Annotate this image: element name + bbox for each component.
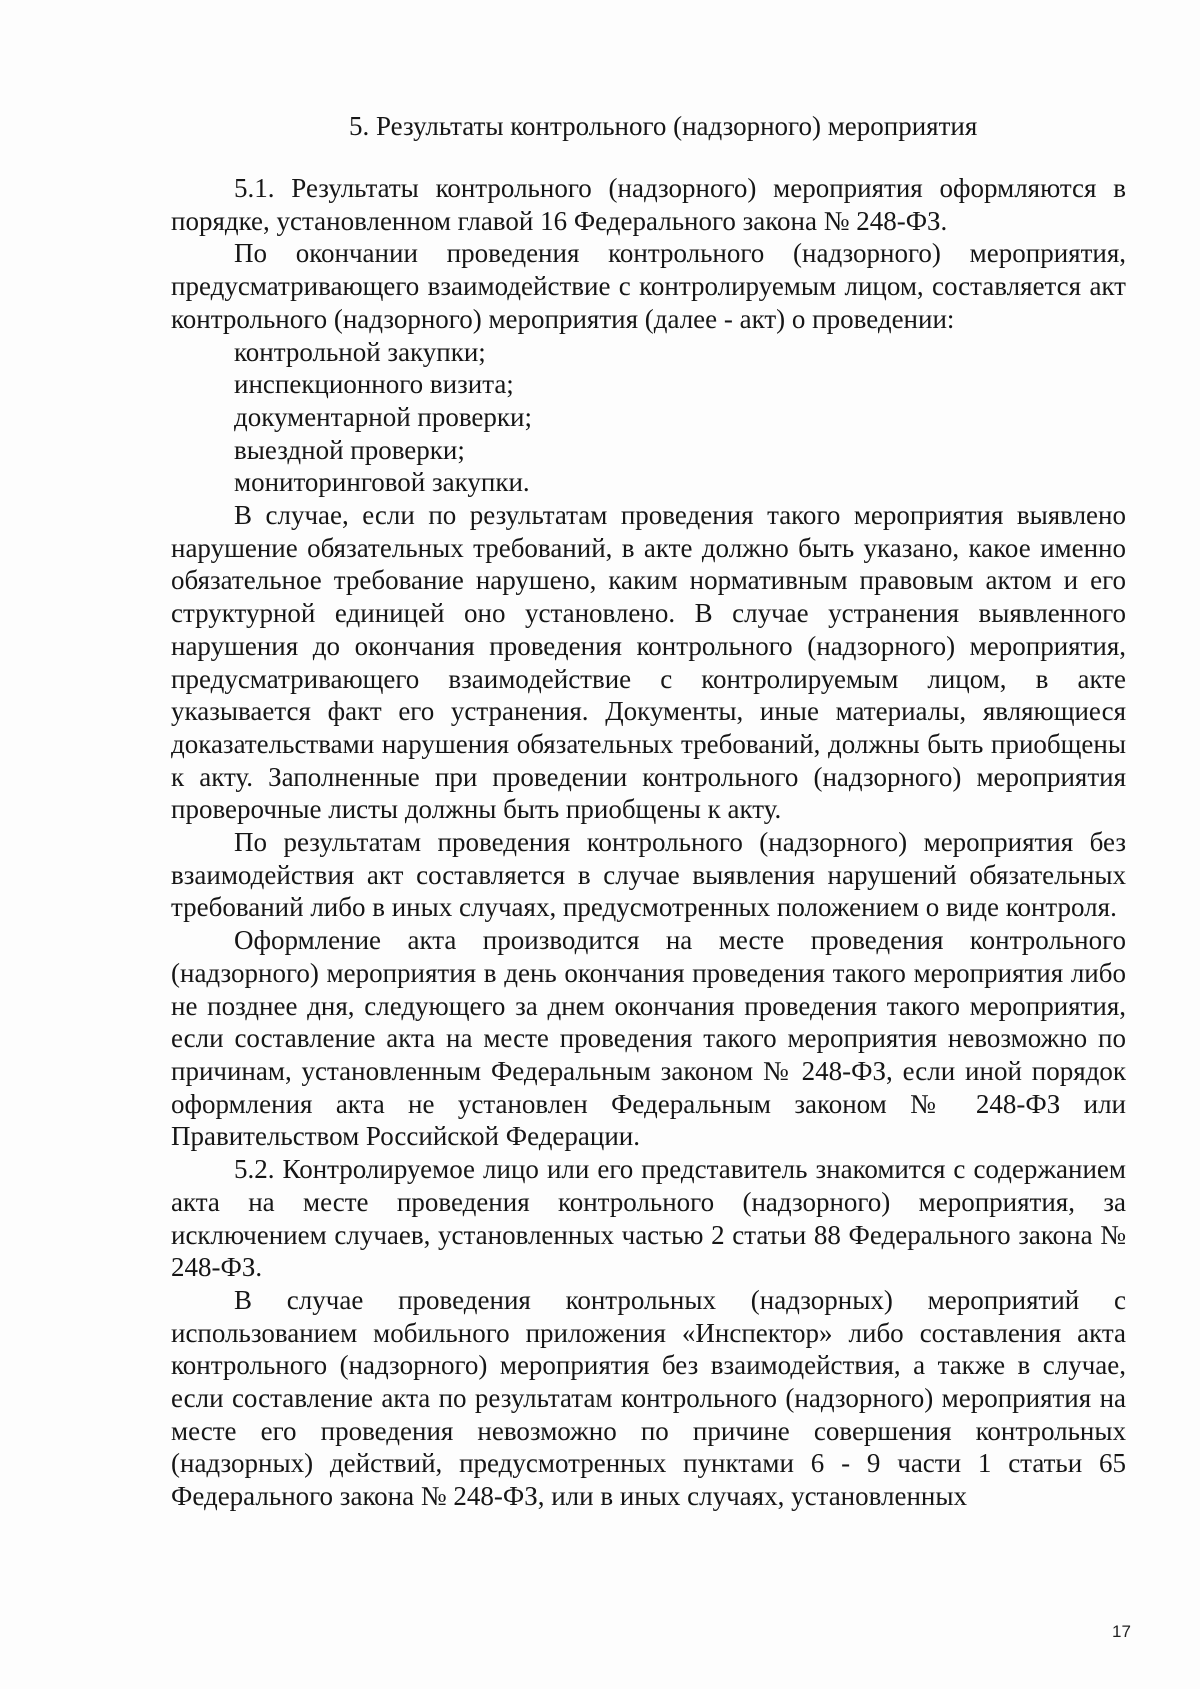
list-item-field-check: выездной проверки; xyxy=(234,434,465,465)
section-title: 5. Результаты контрольного (надзорного) мероприятия xyxy=(349,111,978,141)
paragraph-5-2: 5.2. Контролируемое лицо или его представитель знакомится с содержанием акта на месте проведения контрольного (надзорного) мероприятия, за исключением случаев, установленных частью 2 статьи 88 Федерального закона № 248-ФЗ. xyxy=(171,1154,1126,1283)
paragraph-no-interaction: По результатам проведения контрольного (надзорного) мероприятия без взаимодействия акт составляется в случае выявления нарушений обязательных требований либо в иных случаях, предусмотренных положением о виде контроля. xyxy=(171,827,1126,923)
document-body xyxy=(171,172,1126,1513)
paragraph-act-intro: По окончании проведения контрольного (надзорного) мероприятия, предусматривающего взаимодействие с контролируемым лицом, составляется акт контрольного (надзорного) мероприятия (далее - акт) о проведении: xyxy=(171,238,1126,334)
paragraph-inspector-app: В случае проведения контрольных (надзорных) мероприятий с использованием мобильного приложения «Инспектор» либо составления акта контрольного (надзорного) мероприятия без взаимодействия, а также в случае, если составление акта по результатам контрольного (надзорного) мероприятия на месте его проведения невозможно по причине совершения контрольных (надзорных) действий, предусмотренных пунктами 6 - 9 части 1 статьи 65 Федерального закона № 248-ФЗ, или в иных случаях, установленных xyxy=(171,1284,1126,1512)
list-item-inspection-visit: инспекционного визита; xyxy=(234,369,514,400)
paragraph-act-drafting: Оформление акта производится на месте проведения контрольного (надзорного) мероприятия в день окончания проведения такого мероприятия либо не позднее дня, следующего за днем окончания проведения такого мероприятия, если составление акта на месте проведения такого мероприятия невозможно по причинам, установленным Федеральным законом № 248-ФЗ, если иной порядок оформления акта не установлен Федеральным законом № 248-ФЗ или Правительством Российской Федерации. xyxy=(171,925,1126,1152)
paragraph-5-1: 5.1. Результаты контрольного (надзорного) мероприятия оформляются в порядке, установленном главой 16 Федерального закона № 248-ФЗ. xyxy=(171,173,1126,236)
list-item-documentary-check: документарной проверки; xyxy=(234,401,532,432)
list-item-monitoring-purchase: мониторинговой закупки. xyxy=(234,467,530,498)
paragraph-violation: В случае, если по результатам проведения такого мероприятия выявлено нарушение обязательных требований, в акте должно быть указано, какое именно обязательное требование нарушено, каким нормативным правовым актом и его структурной единицей оно установлено. В случае устранения выявленного нарушения до окончания проведения контрольного (надзорного) мероприятия, предусматривающего взаимодействие с контролируемым лицом, в акте указывается факт его устранения. Документы, иные материалы, являющиеся доказательствами нарушения обязательных требований, должны быть приобщены к акту. Заполненные при проведении контрольного (надзорного) мероприятия проверочные листы должны быть приобщены к акту. xyxy=(171,500,1126,825)
list-item-control-purchase: контрольной закупки; xyxy=(234,336,486,367)
page-number: 17 xyxy=(1112,1622,1131,1641)
